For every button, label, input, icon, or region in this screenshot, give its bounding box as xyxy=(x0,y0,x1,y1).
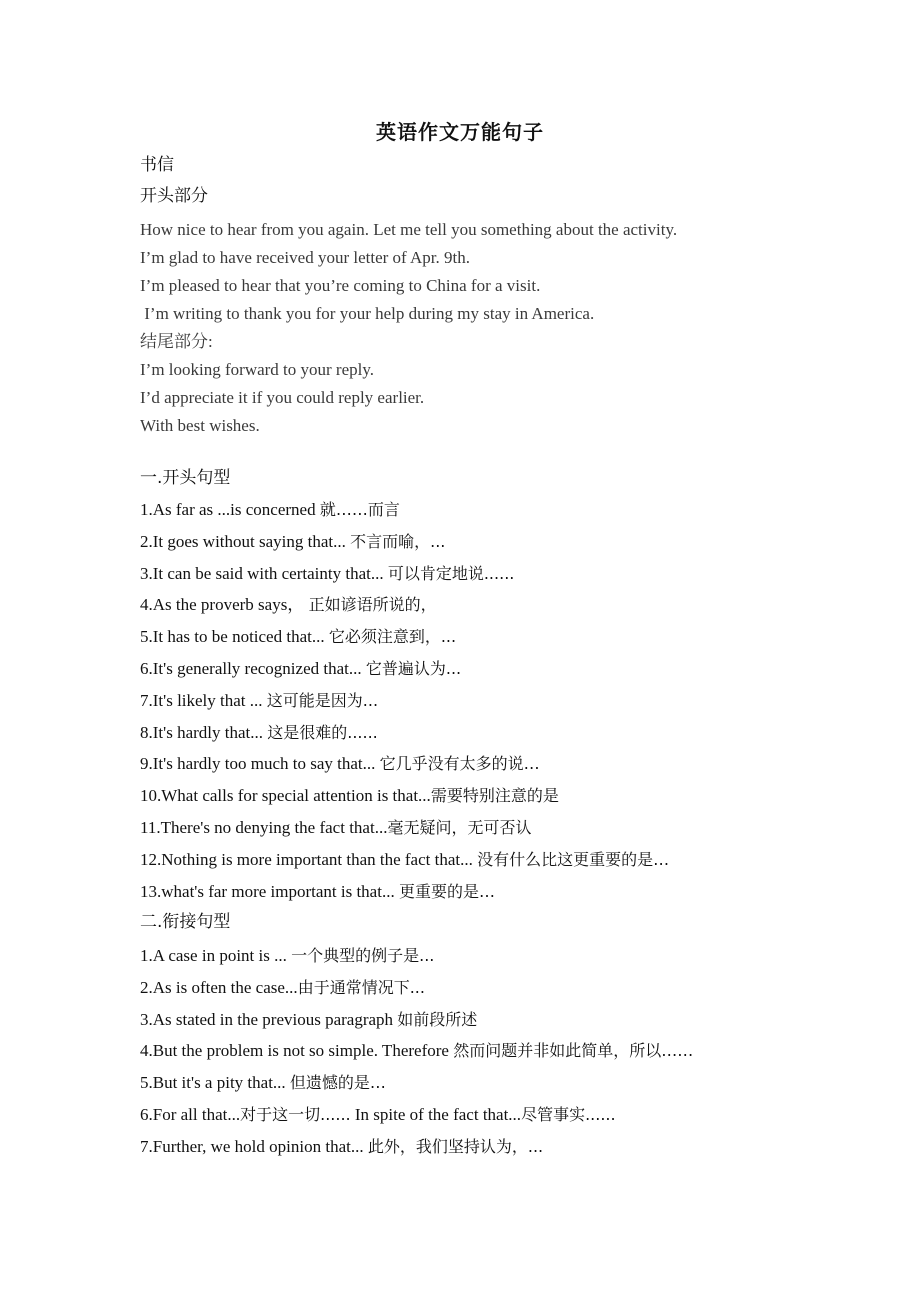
item-cn: 它必须注意到，... xyxy=(328,627,457,647)
list-item xyxy=(140,1099,880,1131)
list-item xyxy=(140,972,880,1004)
item-en: 1.A case in point is ... xyxy=(140,946,292,965)
list-item xyxy=(140,876,880,908)
item-en: 1.As far as ...is concerned xyxy=(140,500,320,519)
item-en: 8.It's hardly that... xyxy=(140,722,268,742)
list-item xyxy=(140,844,880,876)
section-transition-patterns xyxy=(140,907,880,938)
item-cn: 更重要的是… xyxy=(398,881,495,901)
item-cn: 然而问题并非如此简单，所以…… xyxy=(453,1041,694,1061)
opening-heading: 开头部分 xyxy=(140,186,208,206)
item-en: 13.what's far more important is that... xyxy=(140,881,399,901)
list-item xyxy=(140,621,880,653)
item-cn: 没有什么比这更重要的是… xyxy=(477,849,670,869)
item-cn: 可以肯定地说...... xyxy=(387,563,515,583)
item-cn: 需要特别注意的是 xyxy=(430,786,559,806)
item-cn: 正如谚语所说的， xyxy=(308,595,437,615)
list-item xyxy=(140,748,880,780)
item-en: 4.As the proverb says， xyxy=(140,595,309,615)
document-title: 英语作文万能句子 xyxy=(376,120,544,144)
list-item xyxy=(140,494,880,526)
item-en: 6.For all that... xyxy=(140,1104,241,1124)
section2-heading: 二.衔接句型 xyxy=(140,912,231,932)
item-cn: 一个典型的例子是... xyxy=(291,946,435,965)
item-en: 3.As stated in the previous paragraph xyxy=(140,1009,398,1029)
item-cn: 对于这一切...... xyxy=(240,1104,351,1124)
section2-list xyxy=(140,940,880,1163)
opening-line: I’m writing to thank you for your help during my stay in America. xyxy=(140,304,595,323)
list-item xyxy=(140,1004,880,1036)
list-item xyxy=(140,940,880,972)
closing-line: I’m looking forward to your reply. xyxy=(140,360,375,379)
item-cn: 就……而言 xyxy=(319,500,400,519)
letter-heading: 书信 xyxy=(140,155,174,175)
item-cn: 此外，我们坚持认为，... xyxy=(367,1136,544,1156)
list-item xyxy=(140,653,880,685)
opening-lines xyxy=(140,216,880,440)
list-item xyxy=(140,1131,880,1163)
item-en: 4.But the problem is not so simple. Therefore xyxy=(140,1041,454,1061)
list-item xyxy=(140,685,880,717)
item-cn: 这是很难的...... xyxy=(267,722,378,742)
list-item xyxy=(140,812,880,844)
item-en: 3.It can be said with certainty that... xyxy=(140,563,388,583)
item-cn: 尽管事实...... xyxy=(521,1104,616,1124)
opening-line: I’m glad to have received your letter of Apr. 9th. xyxy=(140,248,470,267)
section-opening-patterns xyxy=(140,463,880,494)
item-en: 7.Further, we hold opinion that... xyxy=(140,1136,368,1156)
item-cn: 不言而喻，... xyxy=(350,531,446,551)
item-cn: 它普遍认为... xyxy=(365,658,462,678)
item-cn: 毫无疑问，无可否认 xyxy=(387,817,532,837)
letter-section xyxy=(140,150,880,212)
closing-line: With best wishes. xyxy=(140,416,260,435)
item-en: 6.It's generally recognized that... xyxy=(140,658,366,678)
list-item xyxy=(140,589,880,621)
item-en: 9.It's hardly too much to say that... xyxy=(140,754,380,774)
item-en: 10.What calls for special attention is that... xyxy=(140,786,431,806)
closing-line: I’d appreciate it if you could reply earlier. xyxy=(140,388,425,407)
item-en: 5.It has to be noticed that... xyxy=(140,627,329,647)
item-en: 2.It goes without saying that... xyxy=(140,531,351,551)
closing-heading: 结尾部分: xyxy=(140,332,213,351)
list-item xyxy=(140,1035,880,1067)
list-item xyxy=(140,1067,880,1099)
item-cn: 如前段所述 xyxy=(397,1009,478,1029)
opening-line: How nice to hear from you again. Let me tell you something about the activity. xyxy=(140,220,678,239)
item-cn: 这可能是因为... xyxy=(266,690,379,710)
item-en: 12.Nothing is more important than the fact that... xyxy=(140,849,478,869)
list-item xyxy=(140,526,880,558)
item-en: 7.It's likely that ... xyxy=(140,690,267,710)
section1-list xyxy=(140,494,880,907)
list-item xyxy=(140,780,880,812)
item-en: 5.But it's a pity that... xyxy=(140,1073,290,1093)
item-en: In spite of the fact that... xyxy=(350,1104,522,1124)
item-cn: 由于通常情况下... xyxy=(297,977,425,997)
item-cn: 但遗憾的是… xyxy=(289,1073,386,1093)
item-cn: 它几乎没有太多的说… xyxy=(379,754,540,774)
item-en: 11.There's no denying the fact that... xyxy=(140,817,388,837)
opening-line: I’m pleased to hear that you’re coming to China for a visit. xyxy=(140,276,541,295)
list-item xyxy=(140,717,880,749)
list-item xyxy=(140,558,880,590)
section1-heading: 一.开头句型 xyxy=(140,468,231,488)
item-en: 2.As is often the case... xyxy=(140,977,298,997)
